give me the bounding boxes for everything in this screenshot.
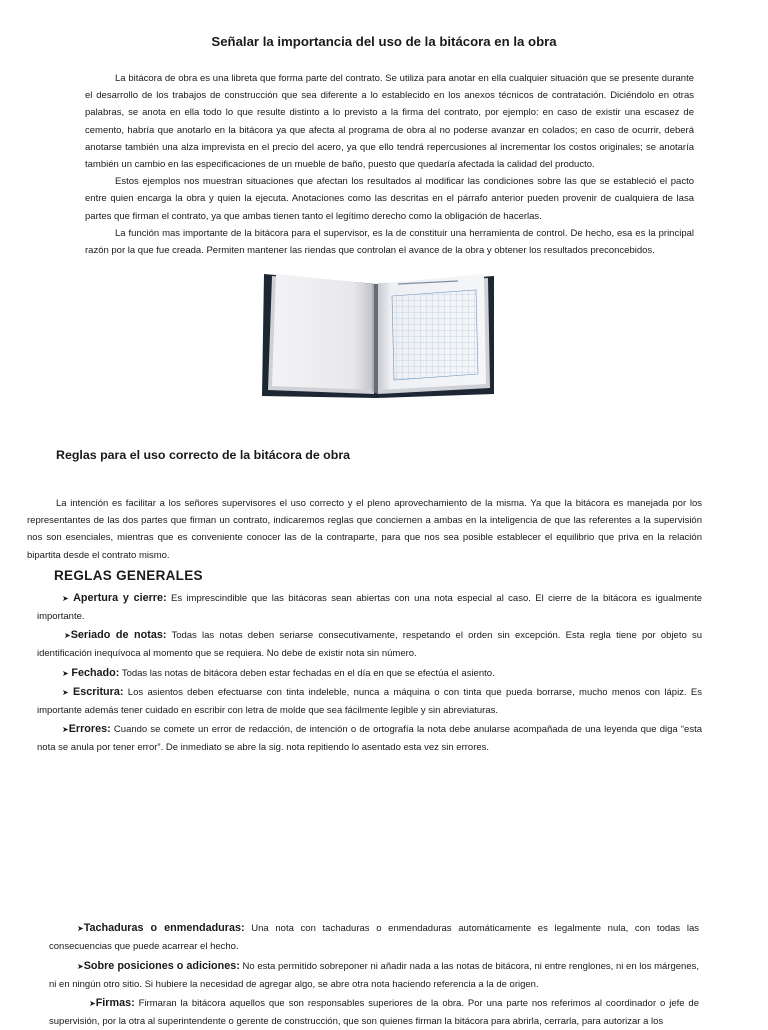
rule-item	[37, 590, 702, 625]
rule-item	[49, 920, 699, 955]
rule-item	[37, 665, 702, 683]
rule-label: Apertura y cierre:	[73, 592, 167, 604]
section-body	[27, 495, 702, 564]
rule-item	[49, 995, 699, 1030]
arrow-icon: ➤	[77, 924, 84, 933]
rule-text: Todas las notas deben seriarse consecutivamente, respetando el orden sin excepción. Esta regla tiene por objeto su identificación inequívoca al momento que se requiera. No debe de existir nota sin número.	[37, 630, 702, 659]
intro-section	[85, 70, 694, 259]
rule-item	[49, 958, 699, 993]
rule-label: Escritura:	[73, 686, 124, 698]
rule-label: Sobre posiciones o adiciones:	[83, 960, 240, 972]
rule-text: Cuando se comete un error de redacción, de intención o de ortografía la nota debe anularse acompañada de una leyenda que diga “esta nota se anula por tener error”. De inmediato se abre la sig. nota repitiendo lo asentado esta vez sin errores.	[37, 724, 702, 753]
rule-text: No esta permitido sobreponer ni añadir nada a las notas de bitácora, ni entre renglones, ni en los márgenes, ni en ningún otro sitio. Si hubiere la necesidad de agregar algo, se abre otra nota haciendo referencia a la de origen.	[49, 961, 700, 990]
rule-item	[37, 721, 702, 756]
arrow-icon: ➤	[89, 999, 96, 1008]
rule-text: Una nota con tachaduras o enmendaduras automáticamente es legalmente nula, con todas las consecuencias que puede acarrear el hecho.	[49, 923, 699, 952]
rule-item	[37, 684, 702, 719]
rule-label: Errores:	[68, 723, 111, 735]
rule-label: Tachaduras o enmendaduras:	[83, 922, 245, 934]
open-logbook-image	[258, 270, 498, 402]
arrow-icon: ➤	[62, 669, 69, 678]
intro-paragraph-1: La bitácora de obra es una libreta que forma parte del contrato. Se utiliza para anotar en ella cualquier situación que se presente durante el desarrollo de los trabajos de construcción que sea diferente a lo establecido en los anexos técnicos de contratación. Diciéndolo en otras palabras, se anota en ella todo lo que resulte distinto a lo previsto a la firma del contrato, por ejemplo: en caso de existir una escasez de cemento, habría que anotarlo en la bitácora ya que afecta al programa de obra al no poderse avanzar en colados; en caso de ocurrir, deberá anotarse también una alza imprevista en el precio del acero, ya que ello tendrá repercusiones al incrementar los costos originales; se anotaría también un cambio en las especificaciones de un mueble de baño, puesto que quedaría afectada la calidad del producto.	[85, 73, 694, 171]
rule-text: Los asientos deben efectuarse con tinta indeleble, nunca a máquina o con tinta que pueda borrarse, mucho menos con lápiz. Es importante además tener cuidado en escribir con letra de molde que sea fácilmente legible y sin abreviaturas.	[37, 687, 702, 716]
intro-paragraph-3: La función mas importante de la bitácora para el supervisor, es la de constituir una herramienta de control. De hecho, esa es la principal razón por la que fue creada. Permiten mantener las riendas que controlan el avance de la obra y obtener los resultados preconcebidos.	[85, 227, 694, 257]
rule-text: Firmaran la bitácora aquellos que son responsables superiores de la obra. Por una parte nos referimos al coordinador o jefe de supervisión, por la otra al superintendente o gerente de construcción, que son quienes firman la bitácora para abrirla, cerrarla, para autorizar a los	[49, 998, 700, 1027]
page-title: Señalar la importancia del uso de la bitácora en la obra	[211, 34, 557, 49]
rule-text: Es imprescindible que las bitácoras sean abiertas con una nota especial al caso. El cierre de la bitácora es igualmente importante.	[37, 593, 703, 622]
rule-label: Seriado de notas:	[70, 629, 167, 641]
arrow-icon: ➤	[62, 688, 69, 697]
section-paragraph: La intención es facilitar a los señores supervisores el uso correcto y el pleno aprovechamiento de la misma. Ya que la bitácora es manejada por los representantes de las dos partes que firman un contrato, indicaremos reglas que conciernen a ambas en la inteligencia de que las referentes a la supervisión nos son esenciales, mientras que es conveniente conocer las de la contraparte, para que nos sea posible establecer el equilibrio que priva en la relación bipartita desde el contrato mismo.	[27, 498, 702, 561]
rule-item	[37, 627, 702, 662]
arrow-icon: ➤	[77, 962, 84, 971]
rule-label: Firmas:	[95, 997, 135, 1009]
arrow-icon: ➤	[62, 594, 69, 603]
arrow-icon: ➤	[62, 725, 69, 734]
intro-paragraph-2: Estos ejemplos nos muestran situaciones que afectan los resultados al modificar las condiciones sobre las que se estableció el pacto entre quien encarga la obra y quien la ejecuta. Anotaciones como las descritas en el párrafo anterior pueden provenir de cualquiera de lasa partes que firman el contrato, ya que ambas tienen tanto el legítimo derecho como la obligación de hacerlas.	[85, 176, 694, 222]
rule-text: Todas las notas de bitácora deben estar fechadas en el día en que se efectúa el asiento.	[121, 668, 495, 679]
rule-label: Fechado:	[71, 667, 120, 679]
arrow-icon: ➤	[64, 631, 71, 640]
section-heading: Reglas para el uso correcto de la bitácora de obra	[56, 448, 351, 462]
rules-heading: REGLAS GENERALES	[54, 568, 203, 583]
